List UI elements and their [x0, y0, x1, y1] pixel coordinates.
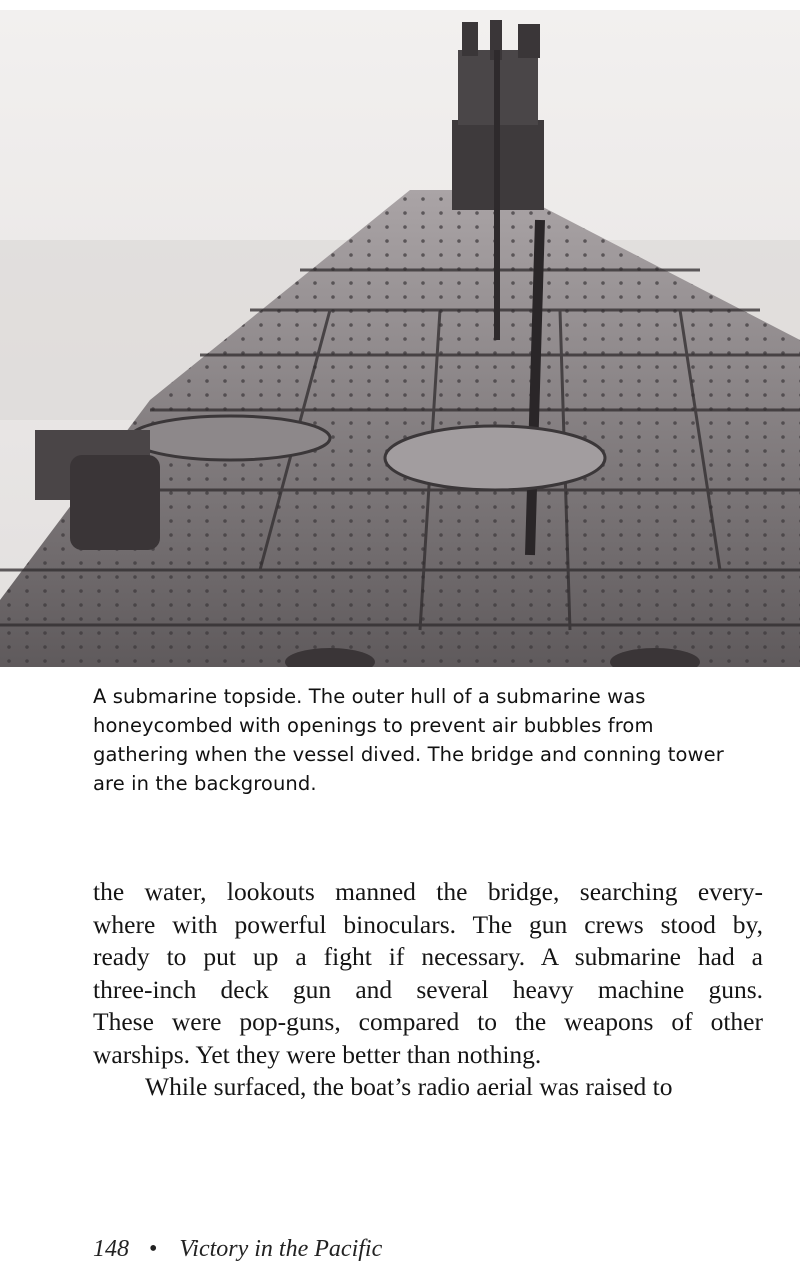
bollard — [70, 455, 160, 550]
deck-hatch-left — [130, 416, 330, 460]
body-line-7: While surfaced, the boat’s radio aerial was raised to — [145, 1072, 673, 1101]
body-line-4: three-inch deck gun and several heavy machine guns. — [93, 974, 763, 1004]
body-line-5: These were pop-guns, compared to the weapons of other — [93, 1007, 763, 1036]
page-footer — [93, 1236, 382, 1263]
body-line-1: the water, lookouts manned the bridge, searching every- — [93, 877, 763, 906]
running-title: Victory in the Pacific — [179, 1236, 383, 1262]
deck-hatch-right — [385, 426, 605, 490]
body-line-2: where with powerful binoculars. The gun crews stood by, — [93, 909, 763, 939]
body-line-3: ready to put up a fight if necessary. A submarine had a — [93, 942, 763, 971]
submarine-deck-illustration — [0, 10, 800, 667]
body-text — [93, 876, 763, 1104]
page-number: 148 — [93, 1236, 129, 1262]
periscope-left — [462, 22, 478, 56]
submarine-deck-photo — [0, 10, 800, 667]
body-line-6: warships. Yet they were better than nothing. — [93, 1039, 542, 1069]
footer-separator: • — [149, 1236, 158, 1262]
figure-caption: A submarine topside. The outer hull of a submarine was honeycombed with openings to prevent air bubbles from gathering when the vessel dived. The bridge and conning tower are in the background. — [93, 685, 724, 795]
periscope-right — [518, 24, 540, 58]
